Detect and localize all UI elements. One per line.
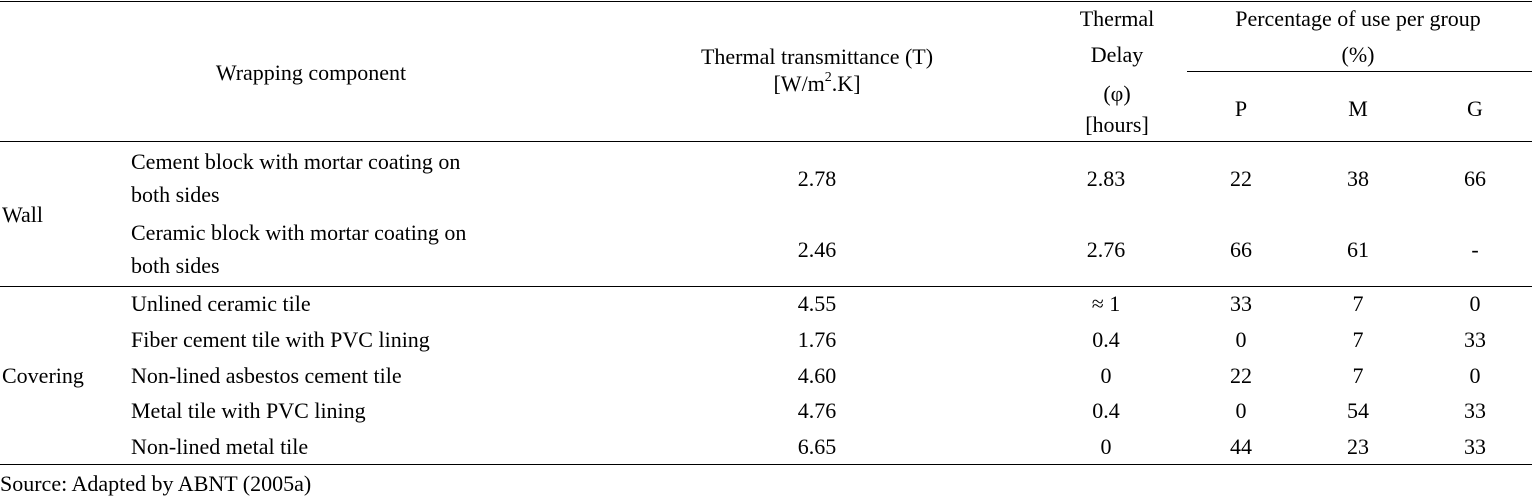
cell-delay: 0	[1100, 434, 1112, 459]
cell-m: 7	[1352, 327, 1364, 352]
cell-g: 66	[1464, 166, 1486, 191]
cell-p: 0	[1235, 327, 1247, 352]
cell-g: 0	[1469, 363, 1481, 388]
cell-g: 33	[1464, 327, 1486, 352]
cell-g: 33	[1464, 434, 1486, 459]
header-delay-line2: Delay	[1090, 42, 1144, 67]
header-delay-line4: [hours]	[1085, 112, 1149, 137]
cell-m: 7	[1352, 291, 1364, 316]
cell-delay: ≈ 1	[1091, 291, 1121, 316]
cell-delay: 0	[1100, 363, 1112, 388]
cell-p: 22	[1230, 363, 1252, 388]
component-name: Fiber cement tile with PVC lining	[131, 327, 430, 352]
cell-m: 61	[1347, 237, 1369, 262]
component-name: Ceramic block with mortar coating on	[131, 220, 467, 245]
cell-transmittance: 2.46	[797, 237, 837, 262]
section-label-covering: Covering	[2, 363, 84, 388]
header-transmittance-line1: Thermal transmittance (T)	[700, 44, 934, 69]
header-delay-line1: Thermal	[1079, 6, 1155, 31]
cell-delay: 0.4	[1092, 398, 1120, 423]
cell-transmittance: 2.78	[797, 166, 837, 191]
cell-g: 0	[1469, 291, 1481, 316]
cell-m: 7	[1352, 363, 1364, 388]
component-name: Non-lined asbestos cement tile	[131, 363, 402, 388]
header-group-p: P	[1234, 96, 1248, 121]
component-name: Non-lined metal tile	[131, 434, 309, 459]
header-percentage-line2: (%)	[1341, 42, 1375, 67]
cell-p: 0	[1235, 398, 1247, 423]
cell-m: 54	[1347, 398, 1369, 423]
source-note: Source: Adapted by ABNT (2005a)	[0, 471, 312, 496]
cell-transmittance: 4.60	[797, 363, 837, 388]
cell-g: -	[1471, 237, 1479, 262]
rule-header-bottom	[0, 141, 1532, 142]
header-delay-line3: (φ)	[1103, 81, 1131, 106]
section-label-wall: Wall	[2, 202, 43, 227]
cell-m: 38	[1347, 166, 1369, 191]
cell-g: 33	[1464, 398, 1486, 423]
cell-p: 44	[1230, 434, 1252, 459]
cell-transmittance: 1.76	[797, 327, 837, 352]
cell-p: 33	[1230, 291, 1252, 316]
cell-delay: 2.83	[1086, 166, 1126, 191]
cell-p: 66	[1230, 237, 1252, 262]
cell-delay: 2.76	[1086, 237, 1126, 262]
rule-top	[0, 1, 1532, 2]
component-name: Metal tile with PVC lining	[131, 398, 366, 423]
cell-p: 22	[1230, 166, 1252, 191]
component-name: Unlined ceramic tile	[131, 291, 311, 316]
cell-transmittance: 4.76	[797, 398, 837, 423]
cell-transmittance: 6.65	[797, 434, 837, 459]
component-name-cont: both sides	[131, 253, 220, 278]
header-transmittance-unit: $[W/m^2.K]$	[773, 69, 861, 96]
rule-bottom	[0, 464, 1532, 465]
header-wrapping-component: Wrapping component	[215, 60, 407, 85]
component-name-cont: both sides	[131, 182, 220, 207]
header-group-m: M	[1348, 96, 1368, 121]
component-name: Cement block with mortar coating on	[131, 149, 461, 174]
cell-delay: 0.4	[1092, 327, 1120, 352]
header-group-g: G	[1467, 96, 1483, 121]
cell-transmittance: 4.55	[797, 291, 837, 316]
header-percentage-line1: Percentage of use per group	[1235, 6, 1481, 31]
rule-wall-bottom	[0, 286, 1532, 287]
cell-m: 23	[1347, 434, 1369, 459]
rule-group-underline	[1187, 71, 1532, 72]
